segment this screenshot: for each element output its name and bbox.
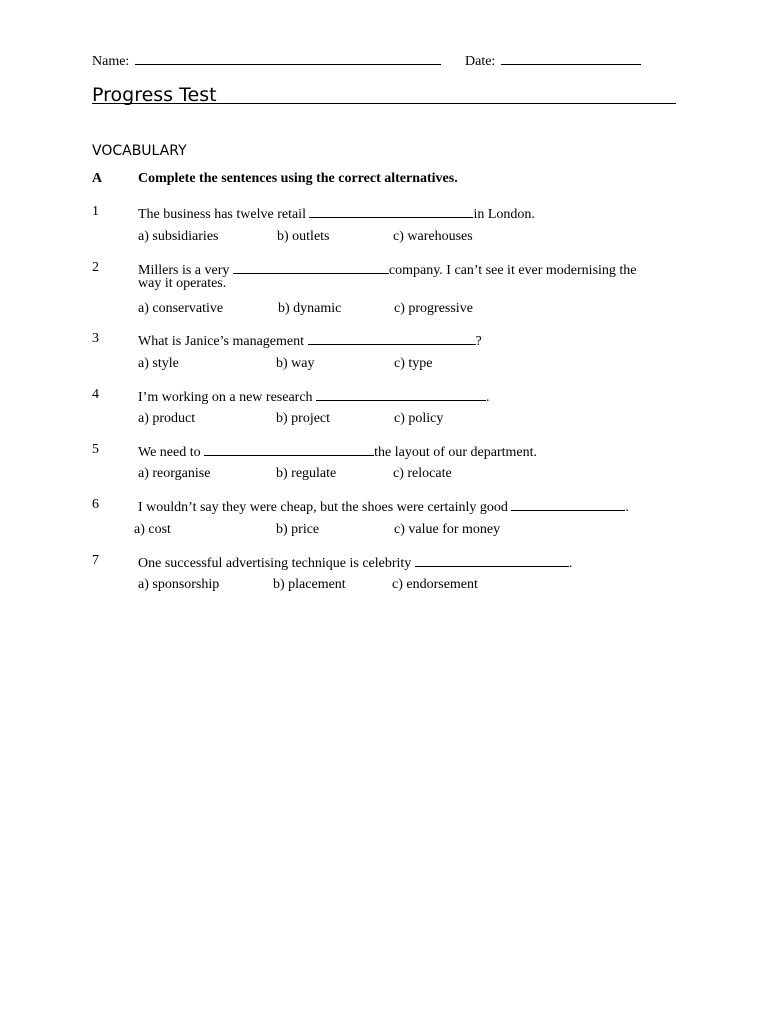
page-title: Progress Test [92, 84, 217, 106]
option[interactable]: a) cost [134, 522, 171, 537]
question-text: I wouldn’t say they were cheap, but the shoes were certainly good [138, 500, 508, 515]
question-number: 3 [92, 331, 99, 346]
question-text-after: ? [475, 334, 482, 349]
option[interactable]: b) placement [273, 577, 346, 592]
question-number: 4 [92, 387, 99, 402]
option[interactable]: c) endorsement [392, 577, 478, 592]
question-text: One successful advertising technique is celebrity [138, 556, 412, 571]
question-text-after: . [486, 390, 490, 405]
title-underline [92, 103, 676, 104]
option[interactable]: a) product [138, 411, 196, 426]
question-number: 7 [92, 553, 99, 568]
answer-blank[interactable] [308, 331, 476, 345]
answer-blank[interactable] [204, 442, 374, 456]
question-text-after: in London. [473, 207, 535, 222]
option[interactable]: b) project [276, 411, 331, 426]
question-text-line2: way it operates. [138, 276, 227, 291]
answer-blank[interactable] [415, 553, 569, 567]
name-blank[interactable] [135, 51, 441, 65]
question-5 [138, 442, 537, 461]
option[interactable]: c) warehouses [393, 229, 473, 244]
option[interactable]: a) conservative [138, 301, 224, 316]
date-blank[interactable] [501, 51, 641, 65]
question-number: 2 [92, 260, 99, 275]
option[interactable]: c) type [394, 356, 433, 371]
question-text-after: . [568, 556, 573, 571]
option[interactable]: c) relocate [393, 466, 452, 481]
question-text: Millers is a very [138, 263, 230, 278]
question-1 [138, 204, 535, 223]
question-number: 1 [92, 204, 99, 219]
question-4 [138, 387, 490, 406]
option[interactable]: b) way [276, 356, 315, 371]
question-text: The business has twelve retail [138, 207, 306, 222]
name-field [92, 51, 441, 70]
question-text-after: the layout of our department. [374, 445, 538, 460]
section-title: VOCABULARY [92, 143, 187, 159]
date-label: Date: [465, 54, 496, 69]
option[interactable]: b) regulate [276, 466, 337, 481]
question-3 [138, 331, 482, 350]
question-text: I’m working on a new research [138, 390, 313, 405]
question-text: We need to [138, 445, 201, 460]
section-letter: A [92, 171, 103, 186]
answer-blank[interactable] [511, 497, 625, 511]
question-number: 6 [92, 497, 99, 512]
name-label: Name: [92, 54, 130, 69]
option[interactable]: a) subsidiaries [138, 229, 219, 244]
question-text: What is Janice’s management [138, 334, 304, 349]
question-number: 5 [92, 442, 99, 457]
option[interactable]: a) style [138, 356, 179, 371]
date-field [465, 51, 641, 70]
option[interactable]: a) reorganise [138, 466, 211, 481]
question-text-after: company. I can’t see it ever modernising the [388, 263, 637, 278]
option[interactable]: a) sponsorship [138, 577, 220, 592]
option[interactable]: c) progressive [394, 301, 473, 316]
answer-blank[interactable] [309, 204, 473, 218]
answer-blank[interactable] [233, 260, 389, 274]
answer-blank[interactable] [316, 387, 486, 401]
option[interactable]: b) price [276, 522, 320, 537]
option[interactable]: b) dynamic [278, 301, 342, 316]
option[interactable]: c) policy [394, 411, 444, 426]
question-text-after: . [625, 500, 629, 515]
question-7 [138, 553, 572, 572]
section-instruction: Complete the sentences using the correct alternatives. [138, 171, 458, 186]
question-6 [138, 497, 629, 516]
option[interactable]: c) value for money [394, 522, 501, 537]
option[interactable]: b) outlets [277, 229, 330, 244]
